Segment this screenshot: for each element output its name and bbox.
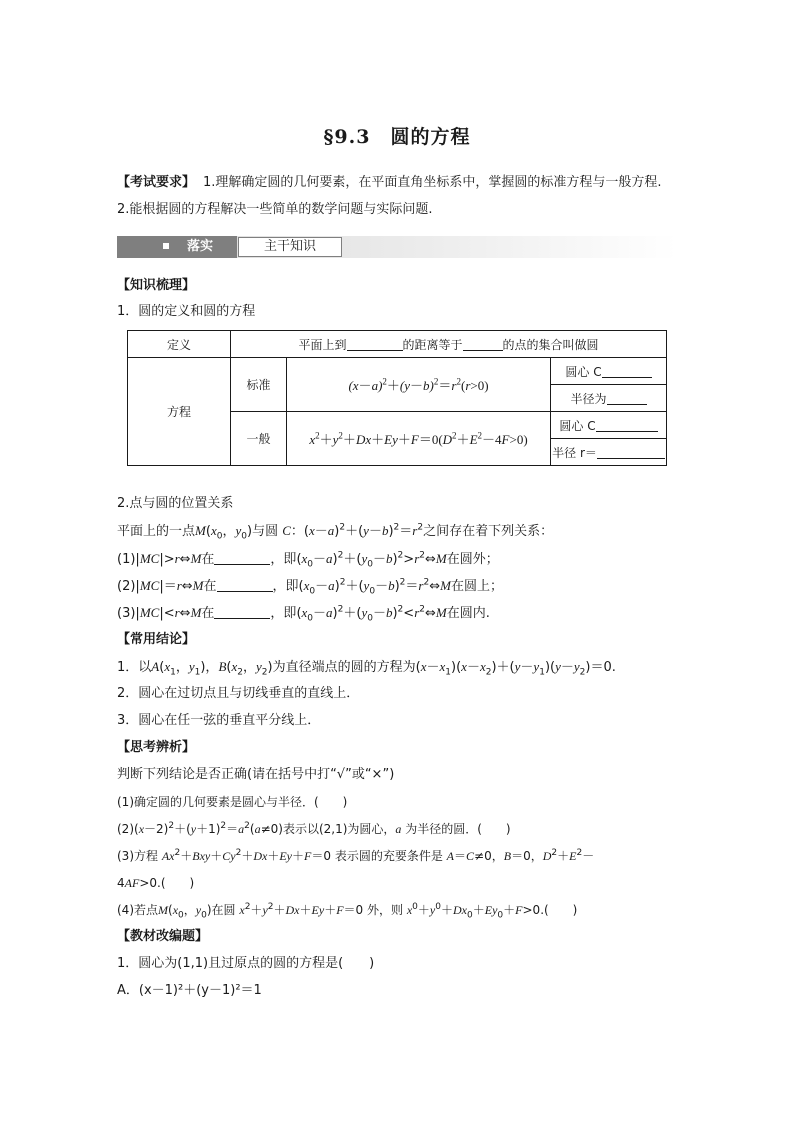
cell-standard-radius: 半径为	[551, 385, 667, 412]
position-case-3: (3)|MC|<r⇔M在 ，即$(x_0-a)^2+(y_0-b)^2<r^2\Leftrightarrow M$在圆内.	[117, 604, 490, 624]
knowledge-label: 【知识梳理】	[117, 278, 196, 293]
thinking-q2: $(2)(x-2)^2+(y+1)^2=a^2(a\ne 0)$表示以(2,1)为圆心，a 为半径的圆．( )	[117, 821, 511, 836]
square-bullet-icon	[163, 243, 169, 249]
position-case-1: (1)|MC|>r⇔M在 ，即$(x_0-a)^2+(y_0-b)^2>r^2\Leftrightarrow M$在圆外；	[117, 550, 499, 570]
blank[interactable]	[607, 404, 647, 405]
cell-definition-label: 定义	[128, 331, 231, 358]
position-case-2: (2)|MC|＝r⇔M在 ，即$(x_0-a)^2+(y_0-b)^2=r^2\Leftrightarrow M$在圆上；	[117, 577, 503, 597]
blank[interactable]	[214, 618, 270, 619]
conclusions-label: 【常用结论】	[117, 632, 196, 647]
thinking-q3-cont: 4AF>0.( )	[117, 876, 195, 890]
thinking-label: 【思考辨析】	[117, 740, 196, 755]
blank[interactable]	[214, 564, 270, 565]
band-light-tab: 主干知识	[238, 237, 342, 257]
thinking-q1: (1)确定圆的几何要素是圆心与半径．( )	[117, 795, 348, 809]
cell-standard-label: 标准	[231, 358, 287, 412]
exam-requirements-line2: 2.能根据圆的方程解决一些简单的数学问题与实际问题.	[117, 202, 433, 217]
circle-definition-table	[127, 330, 667, 466]
blank[interactable]	[347, 350, 403, 351]
cell-general-equation: $x^2+y^2+Dx+Ey+F=0(D^2+E^2-4F>0)$	[287, 412, 551, 466]
blank[interactable]	[597, 458, 665, 459]
cell-definition-text: 平面上到 的距离等于 的点的集合叫做圆	[231, 331, 667, 358]
blank[interactable]	[463, 350, 503, 351]
thinking-intro: 判断下列结论是否正确(请在括号中打“√”或“×”)	[117, 767, 395, 782]
thinking-q3: (3)方程 $Ax^2+Bxy+Cy^2+Dx+Ey+F=0$ 表示圆的充要条件是 A＝C≠0，B＝0，$D^2+E^2-$	[117, 848, 595, 863]
cell-equation-label: 方程	[128, 358, 231, 466]
cell-standard-equation: $(x-a)^2+(y-b)^2=r^2(r>0)$	[287, 358, 551, 412]
conclusion-2: 2．圆心在过切点且与切线垂直的直线上．	[117, 686, 360, 701]
exam-requirements-line1: 【考试要求】 1.理解确定圆的几何要素，在平面直角坐标系中，掌握圆的标准方程与一般方程.	[117, 175, 662, 190]
blank[interactable]	[602, 377, 652, 378]
conclusion-3: 3．圆心在任一弦的垂直平分线上．	[117, 713, 321, 728]
cell-standard-center: 圆心 C	[551, 358, 667, 385]
cell-general-center: 圆心 C	[551, 412, 667, 439]
textbook-q1-option-a: A．(x－1)²＋(y－1)²＝1	[117, 983, 262, 998]
page-title: §9.3 圆的方程	[323, 126, 471, 148]
textbook-label: 【教材改编题】	[117, 929, 209, 944]
band-dark-tab: 落实	[117, 236, 237, 258]
thinking-q4: (4)若点$M(x_0$，$y_0$)在圆 $x^2+y^2+Dx+Ey+F=0$ 外，则 $x^0+y^0+Dx_0+Ey_0+F>0$.( )	[117, 902, 578, 921]
conclusion-1: 1．以$A(x_1$，$y_1$)，$B(x_2$，$y_2$)为直径端点的圆的方程为$(x-x_1)(x-x_2)+(y-y_1)(y-y_2)=0$.	[117, 659, 616, 678]
knowledge-item1: 1．圆的定义和圆的方程	[117, 304, 256, 319]
cell-general-label: 一般	[231, 412, 287, 466]
cell-general-radius: 半径 r＝	[551, 439, 667, 466]
blank[interactable]	[596, 431, 658, 432]
blank[interactable]	[217, 591, 273, 592]
position-intro: 平面上的一点$M(x_0$，$y_0$)与圆 C：$(x-a)^2+(y-b)^2=r^2$之间存在着下列关系：	[117, 522, 554, 542]
knowledge-item2: 2.点与圆的位置关系	[117, 496, 234, 511]
textbook-q1: 1．圆心为(1,1)且过原点的圆的方程是( )	[117, 956, 375, 971]
section-band	[117, 236, 677, 258]
